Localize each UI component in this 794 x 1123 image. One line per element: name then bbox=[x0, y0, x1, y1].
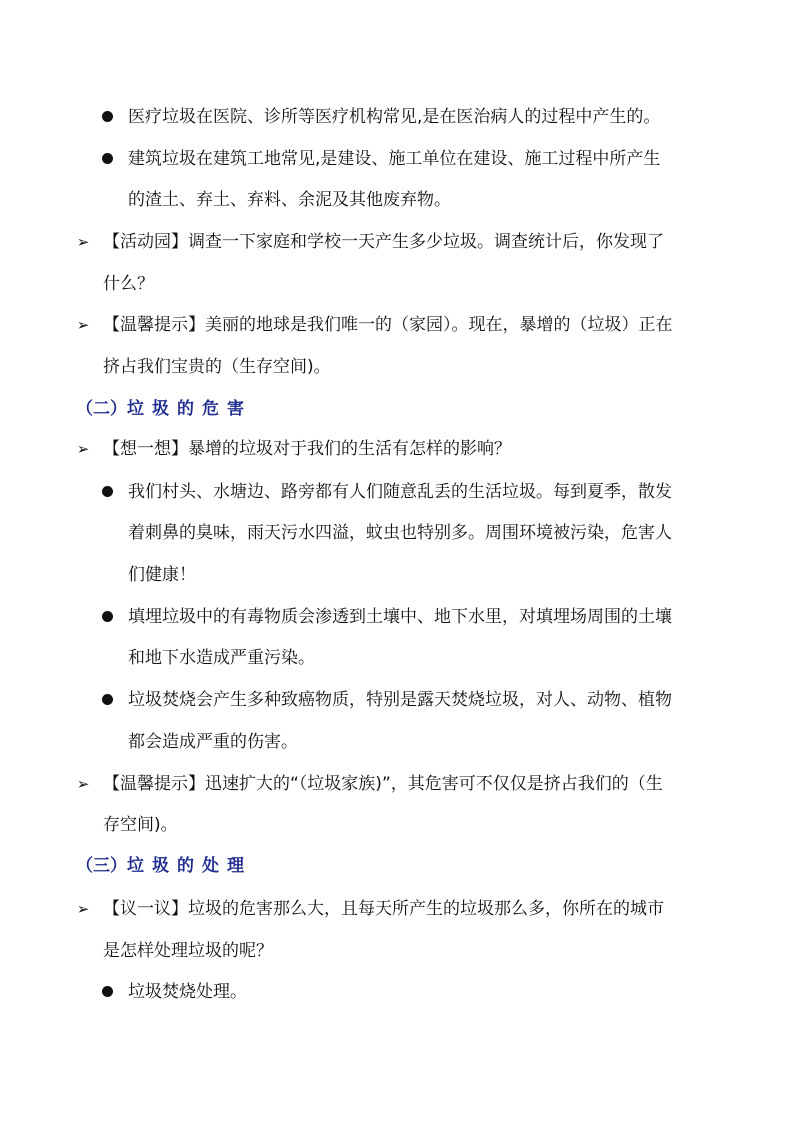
activity-line2: 什么？ bbox=[103, 274, 154, 294]
heading-number: （二） bbox=[76, 399, 127, 419]
hazard-bullet3-line2: 都会造成严重的伤害。 bbox=[128, 732, 298, 752]
hazard-bullet1-line3: 们健康！ bbox=[128, 565, 196, 585]
arrow-bullet-icon: ➢ bbox=[76, 900, 90, 918]
tip1-line1: 【温馨提示】美丽的地球是我们唯一的（家园）。现在，暴增的（垃圾）正在 bbox=[103, 315, 673, 335]
heading-number: （三） bbox=[76, 856, 127, 876]
heading-text: 垃圾的危害 bbox=[127, 399, 252, 419]
think-line1: 【想一想】暴增的垃圾对于我们的生活有怎样的影响？ bbox=[103, 439, 511, 459]
arrow-bullet-icon: ➢ bbox=[76, 233, 90, 251]
discuss-line1: 【议一议】垃圾的危害那么大，且每天所产生的垃圾那么多，你所在的城市 bbox=[103, 899, 664, 919]
arrow-bullet-icon: ➢ bbox=[76, 775, 90, 793]
hazard-bullet1-line2: 着刺鼻的臭味，雨天污水四溢，蚊虫也特别多。周围环境被污染，危害人 bbox=[128, 523, 672, 543]
hazard-bullet1-line1: 我们村头、水塘边、路旁都有人们随意乱丢的生活垃圾。每到夏季，散发 bbox=[128, 482, 672, 502]
activity-line1: 【活动园】调查一下家庭和学校一天产生多少垃圾。调查统计后，你发现了 bbox=[103, 232, 664, 252]
bullet-construction-waste-line2: 的渣土、弃土、弃料、余泥及其他废弃物。 bbox=[128, 190, 451, 210]
section-heading-hazards bbox=[76, 397, 252, 421]
hazard-bullet2-line2: 和地下水造成严重污染。 bbox=[128, 648, 315, 668]
bullet-dot bbox=[102, 486, 113, 497]
bullet-dot bbox=[102, 611, 113, 622]
bullet-medical-waste: 医疗垃圾在医院、诊所等医疗机构常见,是在医治病人的过程中产生的。 bbox=[128, 107, 661, 127]
section-heading-processing bbox=[76, 854, 252, 878]
tip1-line2: 挤占我们宝贵的（生存空间)。 bbox=[103, 357, 331, 377]
tip2-line2: 存空间)。 bbox=[103, 815, 178, 835]
arrow-bullet-icon: ➢ bbox=[76, 316, 90, 334]
bullet-dot bbox=[102, 111, 113, 122]
heading-text: 垃圾的处理 bbox=[127, 856, 252, 876]
discuss-line2: 是怎样处理垃圾的呢？ bbox=[103, 941, 273, 961]
arrow-bullet-icon: ➢ bbox=[76, 440, 90, 458]
bullet-dot bbox=[102, 986, 113, 997]
tip2-line1: 【温馨提示】迅速扩大的“（垃圾家族)”，其危害可不仅仅是挤占我们的（生 bbox=[103, 774, 663, 794]
bullet-dot bbox=[102, 153, 113, 164]
hazard-bullet2-line1: 填埋垃圾中的有毒物质会渗透到土壤中、地下水里，对填埋场周围的土壤 bbox=[128, 607, 672, 627]
processing-bullet1: 垃圾焚烧处理。 bbox=[128, 982, 247, 1002]
bullet-dot bbox=[102, 694, 113, 705]
bullet-construction-waste-line1: 建筑垃圾在建筑工地常见,是建设、施工单位在建设、施工过程中所产生 bbox=[128, 149, 661, 169]
hazard-bullet3-line1: 垃圾焚烧会产生多种致癌物质，特别是露天焚烧垃圾，对人、动物、植物 bbox=[128, 690, 672, 710]
